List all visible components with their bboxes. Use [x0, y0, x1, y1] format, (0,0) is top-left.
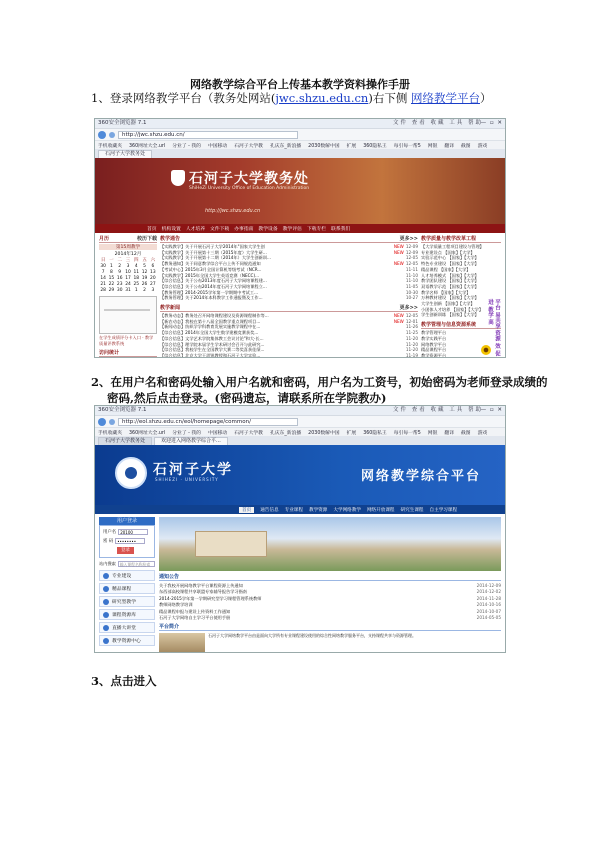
nav-item[interactable]: 下载专栏: [306, 227, 327, 232]
calendar-day[interactable]: 9: [118, 270, 122, 275]
forward-icon[interactable]: [109, 132, 115, 138]
notice-item-title: 【实践教学】关于开展石河子大学2014年"国家大学生创: [160, 244, 265, 249]
nav-item[interactable]: 教学资源: [308, 507, 328, 513]
platform-banner: [95, 445, 505, 505]
search-label: 站内搜索: [99, 561, 116, 566]
calendar-day[interactable]: 1: [110, 264, 113, 269]
side-menu-icon: [103, 638, 109, 644]
news-item-date: 11-25: [405, 330, 418, 336]
resource-item[interactable]: 网络教学平台: [421, 341, 447, 347]
download-link[interactable]: 在学生成绩评分卡入口 · 教学质量评教系统: [99, 335, 154, 346]
calendar-day[interactable]: 29: [108, 288, 115, 293]
university-seal-icon: [115, 457, 147, 489]
step-1: [91, 90, 491, 106]
step-2-line-2: 密码,然后点击登录。(密码遗忘，请联系所在学院教办): [107, 391, 387, 405]
project-item[interactable]: 专业建设点 【国家】【大学】: [421, 249, 475, 255]
bookmark[interactable]: 360隐私王: [363, 430, 387, 436]
username-label: 用户名: [103, 530, 117, 535]
nav-item[interactable]: 办事指南: [234, 227, 254, 232]
resource-item[interactable]: 教学资源平台: [421, 352, 447, 358]
side-menu-icon: [103, 586, 109, 592]
calendar-day[interactable]: 30: [100, 264, 106, 269]
nav-item[interactable]: 通告信息: [260, 507, 279, 513]
calendar-day[interactable]: 19: [141, 276, 148, 281]
notice-item-title: 【综合信息】关于公布2013年度石河子大学网络课程建...: [160, 278, 267, 284]
notice-item-date: 11-10: [405, 272, 418, 278]
notice-item-title: 教师网络教学培训: [159, 602, 193, 608]
platform-body: [95, 514, 505, 653]
bookmark[interactable]: 分业了 - 我的: [172, 430, 201, 436]
step-1-prefix: 1、登录网络教学平台（教务处网站(: [91, 91, 276, 105]
calendar-day[interactable]: 27: [150, 282, 156, 287]
resource-item[interactable]: 教学管理平台: [421, 330, 447, 336]
address-bar[interactable]: http://jwc.shzu.edu.cn/: [118, 131, 298, 139]
tab-jwc[interactable]: 石河子大学教务处: [98, 437, 152, 445]
login-button[interactable]: 登录: [117, 547, 134, 554]
jwc-link[interactable]: jwc.shzu.edu.cn: [275, 91, 369, 105]
side-menu-item[interactable]: [99, 622, 155, 633]
jwc-body: [95, 233, 505, 358]
calendar-day[interactable]: 8: [110, 270, 113, 275]
intro-header: 平台简介: [159, 623, 501, 631]
news-item-title: 【综合信息】理学院本届学生学术研讨会召开与此研究...: [160, 341, 265, 347]
bookmark[interactable]: 翻译: [444, 430, 454, 436]
news-item-date: 12-01: [405, 318, 418, 324]
site-search: [99, 561, 155, 567]
password-label: 密 码: [103, 539, 114, 544]
campus-photo: [159, 517, 501, 571]
bookmark[interactable]: 石河子大学教: [234, 430, 263, 436]
side-menu-icon: [103, 599, 109, 605]
calendar-day[interactable]: 18: [133, 276, 140, 281]
notice-item-title: 【教务通知】关于同意教学综合平台上传不同规范通知: [160, 261, 261, 267]
bookmark[interactable]: 翻译: [444, 143, 454, 149]
password-row: [103, 538, 151, 544]
side-menu-icon: [103, 625, 109, 631]
notice-item-title: 关于我校开展网络教学平台课程资源上传通知: [159, 583, 243, 588]
step-2: [91, 374, 548, 406]
school-calendar-link[interactable]: 校历下载: [136, 236, 157, 242]
browser-menu[interactable]: 文件 查看 收藏 工具 帮助: [393, 120, 483, 126]
browser-titlebar: [95, 119, 505, 128]
jwc-nav: [95, 224, 505, 233]
calendar-day[interactable]: 17: [125, 276, 131, 281]
nav-item[interactable]: 自主学习课程: [429, 507, 458, 513]
news-item-date: 11-19: [405, 352, 418, 358]
bookmark[interactable]: 中国移动: [207, 430, 228, 436]
calendar-day[interactable]: 4: [134, 264, 138, 269]
news-item-title: 【综合信息】我校学生在全国教学大赛二等奖喜获佳绩...: [160, 347, 265, 353]
news-item-title: 【综合信息】文学艺术学院集体教工会议讨论"和大·长...: [160, 335, 264, 341]
notice-item-date: 2014-10-07: [476, 608, 501, 614]
bookmark[interactable]: 2030数解中国: [308, 430, 340, 436]
calendar-day[interactable]: 7: [101, 270, 105, 275]
step-3: 3、点击进入: [91, 674, 157, 688]
notice-item-date: 12-09: [405, 249, 418, 255]
window-controls[interactable]: — ▫ ✕: [480, 407, 503, 413]
bookmark[interactable]: 360网址大全.url: [129, 430, 166, 436]
nav-home[interactable]: 首页: [239, 507, 254, 513]
nav-item[interactable]: 教学设备: [258, 227, 278, 232]
resource-item[interactable]: 精品课程平台: [421, 347, 447, 353]
calendar-day[interactable]: 3: [126, 264, 130, 269]
university-name-en: SHIHEZI · UNIVERSITY: [155, 477, 219, 482]
new-badge: NEW: [393, 318, 404, 324]
side-menu-item[interactable]: [99, 583, 155, 594]
sunflower-icon: [481, 345, 491, 355]
news-header: [160, 304, 418, 312]
calendar-day[interactable]: 2: [143, 288, 146, 293]
calendar-day[interactable]: 1: [134, 288, 138, 293]
notice-item-date: 2014-12-02: [476, 589, 501, 595]
bookmarks-bar: [95, 427, 505, 436]
notice-item-date: 12-05: [405, 255, 418, 261]
bookmark[interactable]: 手机收藏夹: [98, 143, 122, 149]
calendar-day[interactable]: 11: [133, 270, 140, 275]
calendar-day[interactable]: 12: [141, 270, 148, 275]
bookmark[interactable]: 分业了 - 我的: [172, 143, 201, 149]
calendar-header: [99, 235, 157, 243]
back-icon[interactable]: [98, 418, 106, 426]
username-row: [103, 529, 151, 535]
notice-item-title: 2014-2015学年第一学期研究型学习课程管理系统教师: [159, 595, 262, 601]
step-1-middle: )右下侧: [368, 91, 411, 105]
news-list: [160, 313, 418, 358]
project-item[interactable]: 万种教材建设 【国家】【大学】: [421, 295, 479, 301]
bookmark[interactable]: 360隐私王: [363, 143, 387, 149]
notice-item-title: 【教务管理】2014-2015学年第一学期期中考试工...: [160, 289, 259, 295]
platform-name: 网络教学综合平台: [360, 469, 481, 484]
screenshot-platform: [94, 405, 506, 653]
bookmark[interactable]: 每引每一帮5: [393, 143, 421, 149]
news-item-date: 12-05: [405, 313, 418, 319]
university-logo: [171, 170, 185, 186]
calendar-day[interactable]: 23: [116, 282, 123, 287]
tab-bar: [95, 149, 505, 158]
screenshot-jwc: [94, 118, 506, 358]
news-item-title: 【综合信息】北京大学王思锐教授和石河子大学实验...: [160, 352, 261, 358]
stats-header: 访问统计: [99, 349, 157, 357]
browser-title: 360安全浏览器 7.1: [98, 407, 147, 413]
news-title: 教学新闻: [160, 305, 181, 312]
new-badge: NEW: [393, 313, 404, 319]
intro-section: [159, 633, 501, 653]
nav-item[interactable]: 机构设置: [161, 227, 181, 232]
project-item[interactable]: 人才培养模式 【国家】【大学】: [421, 272, 479, 278]
notice-item-date: 2014-12-09: [476, 583, 501, 588]
nav-item[interactable]: 研究生课程: [400, 507, 424, 513]
calendar-day[interactable]: 26: [141, 282, 148, 287]
project-item[interactable]: 学生创新训练 【国家】【大学】: [421, 312, 479, 318]
projects-header: 教学质量与教学改革工程: [421, 235, 501, 243]
notice-item-title: 精品课程申报与建设上传资料工作通知: [159, 608, 231, 614]
news-item-date: 11-26: [405, 324, 418, 330]
project-item[interactable]: 实验示范中心 【国家】【大学】: [421, 255, 479, 261]
side-menu: [99, 570, 155, 646]
university-name: 石河子大学: [153, 462, 233, 478]
calendar-day[interactable]: 25: [133, 282, 140, 287]
nav-item[interactable]: 人才培养: [185, 227, 206, 232]
platform-notice-item[interactable]: [159, 615, 501, 621]
browser-titlebar: [95, 406, 505, 415]
jwc-banner: [95, 158, 505, 224]
jwc-name: 石河子大学教务处: [189, 171, 309, 187]
bookmark[interactable]: 网银: [427, 430, 438, 436]
calendar-day[interactable]: 5: [143, 264, 146, 269]
weekday-label: 日: [100, 258, 106, 263]
platform-notice-list: [159, 583, 501, 621]
username-input[interactable]: [118, 529, 148, 535]
nav-item[interactable]: 教学评估: [282, 227, 302, 232]
notice-item-date: 10-27: [405, 295, 418, 301]
search-input[interactable]: 输入课程名称检索: [118, 561, 155, 567]
notice-title: 教学通告: [160, 236, 181, 242]
calendar-title: 月历: [99, 236, 110, 242]
side-menu-label: 研究型教学: [112, 600, 136, 605]
notice-list: [160, 244, 418, 301]
calendar-day[interactable]: 3: [151, 288, 155, 293]
news-item[interactable]: [160, 353, 418, 358]
calendar-grid: [99, 258, 157, 294]
login-thumbnail[interactable]: [99, 296, 157, 334]
side-menu-item[interactable]: [99, 609, 155, 620]
news-item-title: 【综合信息】2014年全国大学生数学建模竞赛获奖...: [160, 330, 259, 336]
calendar-day[interactable]: 10: [125, 270, 131, 275]
calendar-day[interactable]: 21: [100, 282, 106, 287]
calendar-day[interactable]: 22: [108, 282, 115, 287]
side-menu-label: 教学资源中心: [112, 639, 141, 644]
platform-main: [159, 517, 501, 653]
project-item[interactable]: 特色专业建设 【国家】【大学】: [421, 261, 479, 267]
side-menu-icon: [103, 612, 109, 618]
bookmark[interactable]: 扩展: [346, 143, 357, 149]
bookmark[interactable]: 游戏: [477, 143, 488, 149]
back-icon[interactable]: [98, 131, 106, 139]
side-menu-item[interactable]: [99, 635, 155, 646]
notice-item-date: 12-09: [405, 244, 418, 249]
calendar-day[interactable]: 15: [108, 276, 115, 281]
notice-item-title: 【实践教学】2015年全国大学生英语竞赛（NECC)...: [160, 272, 260, 278]
step-2-line-1: 2、在用户名和密码处输入用户名就和密码，用户名为工资号，初始密码为老师登录成绩的: [91, 375, 548, 389]
notice-item-title: 【考试中心】2015年3月全国计算机等级考试（NCR...: [160, 266, 262, 272]
notice-item-date: 10-30: [405, 289, 418, 295]
notice-item-title: 【教务管理】关于2014年本科教学工作通报暨及工作...: [160, 295, 263, 301]
side-menu-item[interactable]: [99, 596, 155, 607]
new-badge: NEW: [393, 244, 404, 249]
bookmark[interactable]: 360网址大全.url: [129, 143, 166, 149]
resource-item[interactable]: 教学实践平台: [421, 335, 447, 341]
step-1-suffix: ）: [479, 91, 492, 105]
notice-more[interactable]: 更多>>: [399, 236, 418, 242]
calendar-day[interactable]: 2: [118, 264, 122, 269]
new-badge: NEW: [393, 261, 404, 267]
weekday-label: 一: [109, 258, 114, 263]
jwc-name-en: ShiHeZi University Office of Education Administration: [189, 186, 310, 191]
nav-item[interactable]: 大学网络教学: [333, 507, 361, 513]
notice-item-date: 12-05: [405, 261, 418, 267]
news-more[interactable]: 更多>>: [399, 305, 418, 312]
notice-item-date: 2014-11-28: [476, 595, 501, 601]
slogan: 平台 易共享 资源 效 促进 教学 高: [487, 299, 500, 357]
new-badge: NEW: [393, 249, 404, 255]
side-menu-icon: [103, 573, 109, 579]
notice-item-title: 【实践教学】关于开展第十三期（2015年度）大学生研...: [160, 249, 267, 255]
bookmark[interactable]: 每引每一帮5: [393, 430, 421, 436]
bookmark[interactable]: 2030数解中国: [308, 143, 340, 149]
news-item-title: 【新农动态】我校在第十八届全国教学重点课程项目...: [160, 318, 261, 324]
platform-notice-header: 通知公告: [159, 573, 501, 581]
nav-item[interactable]: 网络开放课程: [366, 507, 395, 513]
notice-item-title: 东西部高校课程共享联盟专家辅导报告学习指南: [159, 589, 247, 595]
bookmark[interactable]: 孔庆东_新浪播: [269, 430, 302, 436]
bookmark[interactable]: 孔庆东_新浪播: [269, 143, 302, 149]
side-menu-item[interactable]: [99, 570, 155, 581]
news-item-date: 11-20: [405, 347, 418, 353]
resources-header: 教学管理与信息资源系统: [421, 321, 501, 329]
project-item[interactable]: 【大学质量工程项目建设与管理】: [421, 244, 484, 249]
bookmark[interactable]: 扩展: [346, 430, 357, 436]
nav-item[interactable]: 首页: [147, 227, 157, 232]
bookmark[interactable]: 截图: [461, 143, 471, 149]
browser-navbar: [95, 128, 505, 140]
project-item[interactable]: 教学团队建设 【国家】【大学】: [421, 278, 479, 284]
weekday-label: 三: [125, 258, 131, 263]
calendar-day[interactable]: 31: [125, 288, 131, 293]
bookmark[interactable]: 中国移动: [207, 143, 228, 149]
calendar-day[interactable]: 24: [125, 282, 131, 287]
notice-item-title: 【综合信息】关于公布2014年度石河子大学网络课程立...: [160, 283, 267, 289]
calendar-day[interactable]: 14: [100, 276, 106, 281]
calendar-month: 2014年12月: [114, 252, 142, 257]
calendar-day[interactable]: 13: [150, 270, 156, 275]
calendar-day[interactable]: 28: [100, 288, 106, 293]
tab-bar: [95, 436, 505, 445]
tab-jwc[interactable]: 石河子大学教务处: [98, 150, 152, 158]
calendar-day[interactable]: 16: [116, 276, 123, 281]
notice-item-date: 2014-10-16: [476, 602, 501, 608]
project-item[interactable]: 双语教学示范 【国家】【大学】: [421, 283, 479, 289]
password-input[interactable]: [115, 538, 145, 544]
intro-photo: [159, 633, 205, 653]
bookmarks-bar: [95, 140, 505, 149]
side-menu-label: 精品课程: [112, 587, 132, 592]
weekday-label: 二: [117, 258, 122, 263]
jwc-url: http://jwc.shzu.edu.cn: [205, 208, 261, 214]
weekday-label: 五: [142, 258, 147, 263]
side-menu-label: 课程资源库: [112, 613, 136, 618]
document-title: 网络教学综合平台上传基本教学资料操作手册: [190, 78, 410, 91]
bookmark[interactable]: 手机收藏夹: [98, 430, 122, 436]
bookmark[interactable]: 网银: [427, 143, 438, 149]
notice-item-date: 11-11: [405, 266, 418, 272]
login-title: 用户登录: [99, 517, 155, 525]
calendar-day[interactable]: 20: [150, 276, 156, 281]
bookmark[interactable]: 游戏: [477, 430, 488, 436]
platform-sidebar: [99, 517, 155, 653]
left-column: [99, 235, 157, 358]
notice-item[interactable]: [160, 295, 418, 301]
weekday-label: 六: [150, 258, 156, 263]
calendar-day[interactable]: 30: [116, 288, 123, 293]
tab-platform[interactable]: 欢迎进入网络教学综合平...: [154, 437, 228, 445]
middle-column: [160, 235, 418, 358]
bookmark[interactable]: 石河子大学教: [234, 143, 263, 149]
nav-item[interactable]: 专业课程: [284, 507, 303, 513]
project-item[interactable]: 精品课程 【国家】【大学】: [421, 266, 471, 272]
nav-item[interactable]: 文件下载: [210, 227, 230, 232]
project-item[interactable]: 小团体人才培养 【国家】【大学】: [421, 306, 484, 312]
side-menu-label: 专业建设: [112, 574, 132, 579]
address-bar[interactable]: http://eol.shzu.edu.cn/eol/homepage/common/: [118, 418, 298, 426]
weekday-label: 四: [134, 258, 139, 263]
bookmark[interactable]: 截图: [461, 430, 471, 436]
project-item[interactable]: 大学生创新 【国家】【大学】: [421, 301, 475, 307]
current-week: 第15周教学: [99, 244, 157, 250]
platform-link[interactable]: 网络教学平台: [410, 91, 480, 105]
notice-item-title: 【实践教学】关于开展第十二期（2014年）大学生创新训...: [160, 255, 271, 261]
news-item-date: 11-20: [405, 341, 418, 347]
notice-item-date: 11-10: [405, 278, 418, 284]
browser-menu[interactable]: 文件 查看 收藏 工具 帮助: [393, 407, 483, 413]
window-controls[interactable]: — ▫ ✕: [480, 120, 503, 126]
notice-item-date: 2014-05-05: [476, 615, 501, 621]
intro-text: 石河子大学网络教学平台由是面向大学所有专业课程建设使用的综合性网络教学服务平台，支持课程共享与资源管理。: [208, 633, 416, 639]
browser-navbar: [95, 415, 505, 427]
news-item-title: 【新闻动态】纺织学学科教育发展实施教学课程中在...: [160, 324, 261, 330]
side-menu-label: 直播大讲堂: [112, 626, 136, 631]
project-item[interactable]: 教学名师 【国家】【大学】: [421, 289, 471, 295]
browser-title: 360安全浏览器 7.1: [98, 120, 147, 126]
notice-item-date: 11-05: [405, 283, 418, 289]
nav-item[interactable]: 联系我们: [331, 227, 351, 232]
notice-item-title: 石河子大学网络自主学习平台使用手册: [159, 615, 231, 621]
forward-icon[interactable]: [109, 419, 115, 425]
calendar-day[interactable]: 6: [151, 264, 155, 269]
notice-header: [160, 235, 418, 243]
platform-nav: [95, 505, 505, 514]
news-item-title: 【教务动态】教务处召开网络课程建设及资源课程制作等...: [160, 313, 269, 319]
news-item-date: 11-20: [405, 335, 418, 341]
login-form: [99, 525, 155, 558]
